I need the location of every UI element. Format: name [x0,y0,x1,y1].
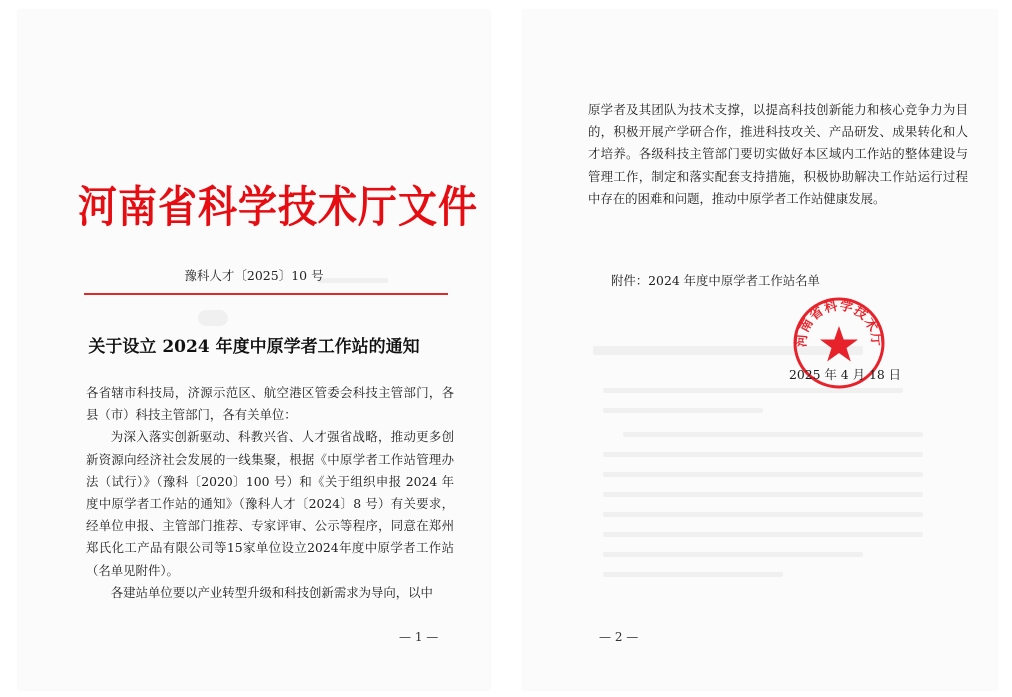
body-paragraph: 各建站单位要以产业转型升级和科技创新需求为导向，以中 [110,584,433,600]
bleed-through-mark [603,572,783,577]
red-divider-rule [84,293,448,295]
bleed-through-mark [603,552,863,557]
body-paragraph: 为深入落实创新驱动、科教兴省、人才强省战略，推动更多创新资源向经济社会发展的一线集聚，根据《中原学者工作站管理办法（试行）》（豫科〔2020〕100 号）和《关于组织申报 2024 年度中原学者工作站的通知》（豫科人才〔2024〕8 号）有关要求，经单位申报、主管部门推荐、专家评审、公示等程序，同意在郑州郑氏化工产品有限公司等15家单位设立2024年度中原学者工作站（名单见附件）。 [86,429,454,578]
page-2 [523,10,997,690]
bleed-through-mark [603,472,923,477]
bleed-through-mark [603,452,923,457]
page-2-body [588,99,968,210]
body-paragraph: 原学者及其团队为技术支撑，以提高科技创新能力和核心竞争力为目的，积极开展产学研合作，推进科技攻关、产品研发、成果转化和人才培养。各级科技主管部门要切实做好本区域内工作站的整体建设与管理工作，制定和落实配套支持措施，积极协助解决工作站运行过程中存在的困难和问题，推动中原学者工作站健康发展。 [588,102,968,206]
page-1 [18,10,490,690]
bleed-through-mark [603,492,923,497]
bleed-through-mark [603,532,923,537]
document-number: 豫科人才〔2025〕10 号 [184,268,324,283]
bleed-through-mark [603,408,763,413]
signature-date: 2025 年 4 月 18 日 [789,367,902,382]
bleed-through-mark [623,432,923,437]
seal-text: 河南省科学技术厅 [794,298,884,348]
addressee: 各省辖市科技局，济源示范区、航空港区管委会科技主管部门，各县（市）科技主管部门，各有关单位： [86,385,454,423]
page-number: — 2 — [599,630,639,644]
document-title: 关于设立 2024 年度中原学者工作站的通知 [88,337,420,357]
attachment-line: 附件：2024 年度中原学者工作站名单 [611,273,820,288]
page-1-body [86,382,454,604]
page-number: — 1 — [399,630,439,644]
document-masthead: 河南省科学技术厅文件 [78,181,479,234]
seal-star-icon [820,326,858,362]
bleed-through-mark [198,310,228,326]
bleed-through-mark [603,512,923,517]
